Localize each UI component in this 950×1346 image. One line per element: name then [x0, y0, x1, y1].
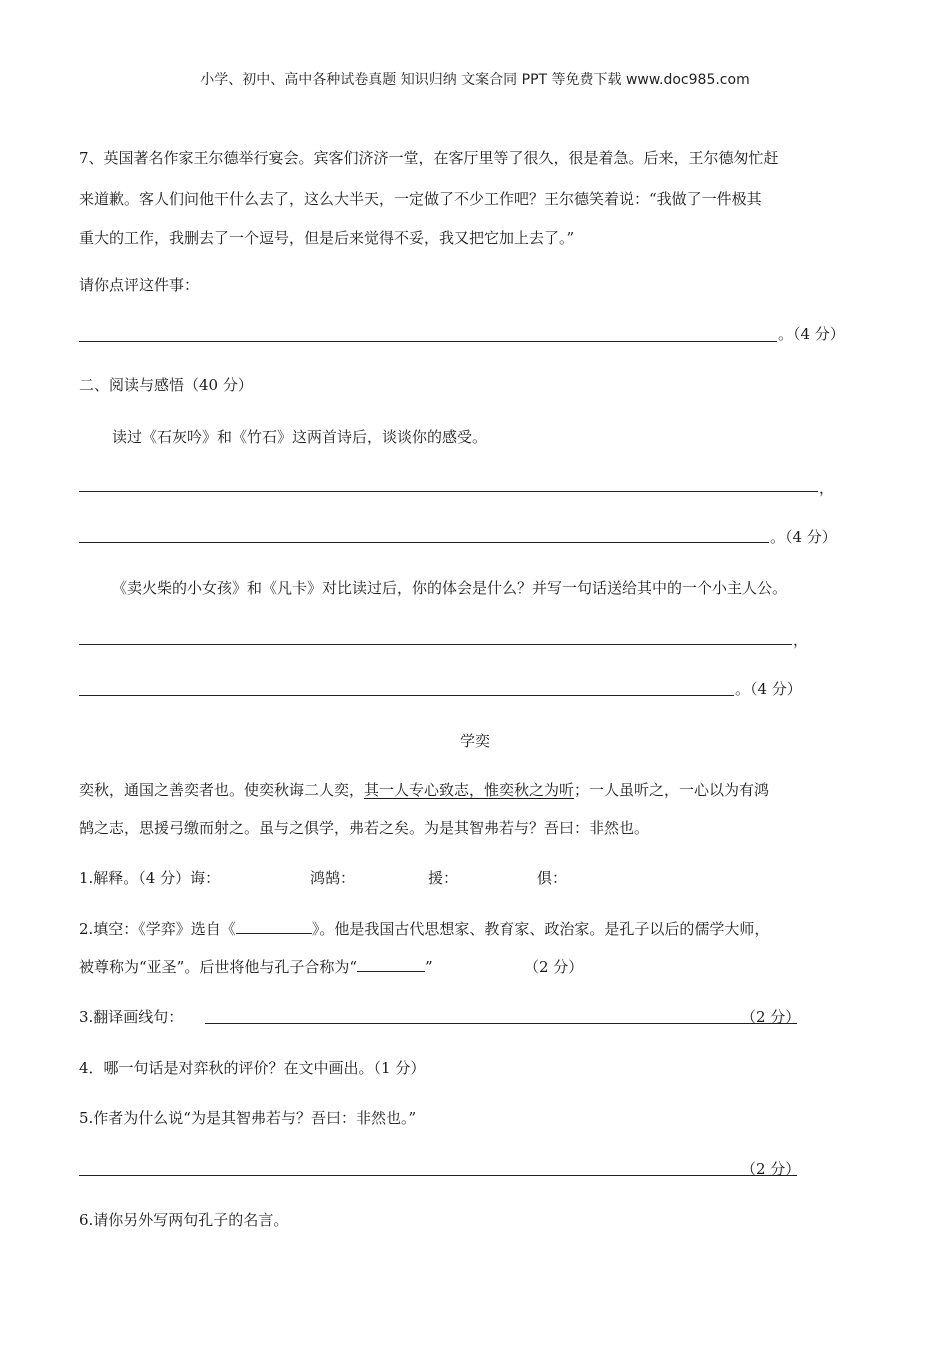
- q3-score: （2 分）: [741, 1008, 801, 1026]
- poem-prompt: 读过《石灰吟》和《竹石》这两首诗后，谈谈你的感受。: [112, 428, 488, 446]
- q2-line-1: [79, 919, 769, 939]
- q2-blank-title[interactable]: [357, 957, 425, 972]
- q7-line-3: 重大的工作，我删去了一个逗号，但是后来觉得不妥，我又把它加上去了。”: [79, 229, 575, 247]
- poem-score: 。（4 分）: [770, 528, 837, 546]
- poem-end-comma: ，: [819, 479, 835, 497]
- xueyi-underlined-sentence: 其一人专心致志，惟奕秋之为听: [364, 781, 575, 799]
- q2-text-a: 2.填空：《学弈》选自《: [79, 920, 236, 938]
- section-2-heading: 二、阅读与感悟（40 分）: [79, 376, 253, 394]
- q1-word-ju: 俱：: [537, 869, 568, 887]
- q7-prompt: 请你点评这件事：: [79, 276, 200, 294]
- q3-answer-line[interactable]: [205, 1023, 797, 1024]
- q7-line-1: 7、英国著名作家王尔德举行宴会。宾客们济济一堂，在客厅里等了很久，很是着急。后来，王尔德匆忙赶: [79, 149, 779, 167]
- q4-text: 4．哪一句话是对弈秋的评价？在文中画出。（1 分）: [79, 1059, 426, 1077]
- q2-text-b: 》。他是我国古代思想家、教育家、政治家。是孔子以后的儒学大师，: [311, 920, 770, 938]
- q2-score: （2 分）: [524, 958, 584, 976]
- q5-answer-line[interactable]: [79, 1175, 797, 1176]
- q5-score: （2 分）: [741, 1160, 801, 1178]
- q1-label: 1.解释。（4 分）诲：: [79, 869, 221, 887]
- xueyi-text-line-2: 鹄之志，思援弓缴而射之。虽与之俱学，弗若之矣。为是其智弗若与？吾曰：非然也。: [79, 819, 650, 837]
- story-answer-line-1[interactable]: [79, 644, 792, 645]
- xueyi-title: 学奕: [459, 732, 490, 750]
- q6-text: 6.请你另外写两句孔子的名言。: [79, 1211, 289, 1229]
- q7-line-2: 来道歉。客人们问他干什么去了，这么大半天，一定做了不少工作吧？王尔德笑着说：“我做了一件极其: [79, 190, 762, 208]
- q2-line-2: [79, 957, 433, 977]
- q7-answer-line[interactable]: [79, 341, 777, 342]
- page-header: 小学、初中、高中各种试卷真题 知识归纳 文案合同 PPT 等免费下载 www.doc985.com: [200, 72, 750, 88]
- q2-line2-end: ”: [425, 958, 433, 976]
- q5-text: 5.作者为什么说“为是其智弗若与？吾曰：非然也。”: [79, 1109, 417, 1127]
- q1-word-yuan: 援：: [428, 869, 459, 887]
- story-prompt: 《卖火柴的小女孩》和《凡卡》对比读过后，你的体会是什么？并写一句话送给其中的一个小主人公。: [112, 579, 788, 597]
- xueyi-text-1b: ；一人虽听之，一心以为有鸿: [574, 781, 770, 799]
- q3-label: 3.翻译画线句：: [79, 1008, 184, 1026]
- xueyi-text-line-1: [79, 780, 769, 800]
- q2-blank-book[interactable]: [236, 919, 312, 934]
- poem-answer-line-2[interactable]: [79, 542, 769, 543]
- story-end-comma: ，: [793, 631, 809, 649]
- q7-score: 。（4 分）: [778, 325, 845, 343]
- q2-line2-text: 被尊称为“亚圣”。后世将他与孔子合称为“: [79, 958, 358, 976]
- q1-word-honghu: 鸿鹄：: [310, 869, 356, 887]
- xueyi-text-1a: 奕秋，通国之善奕者也。使奕秋诲二人奕，: [79, 781, 365, 799]
- story-score: 。（4 分）: [735, 680, 802, 698]
- story-answer-line-2[interactable]: [79, 695, 734, 696]
- poem-answer-line-1[interactable]: [79, 491, 818, 492]
